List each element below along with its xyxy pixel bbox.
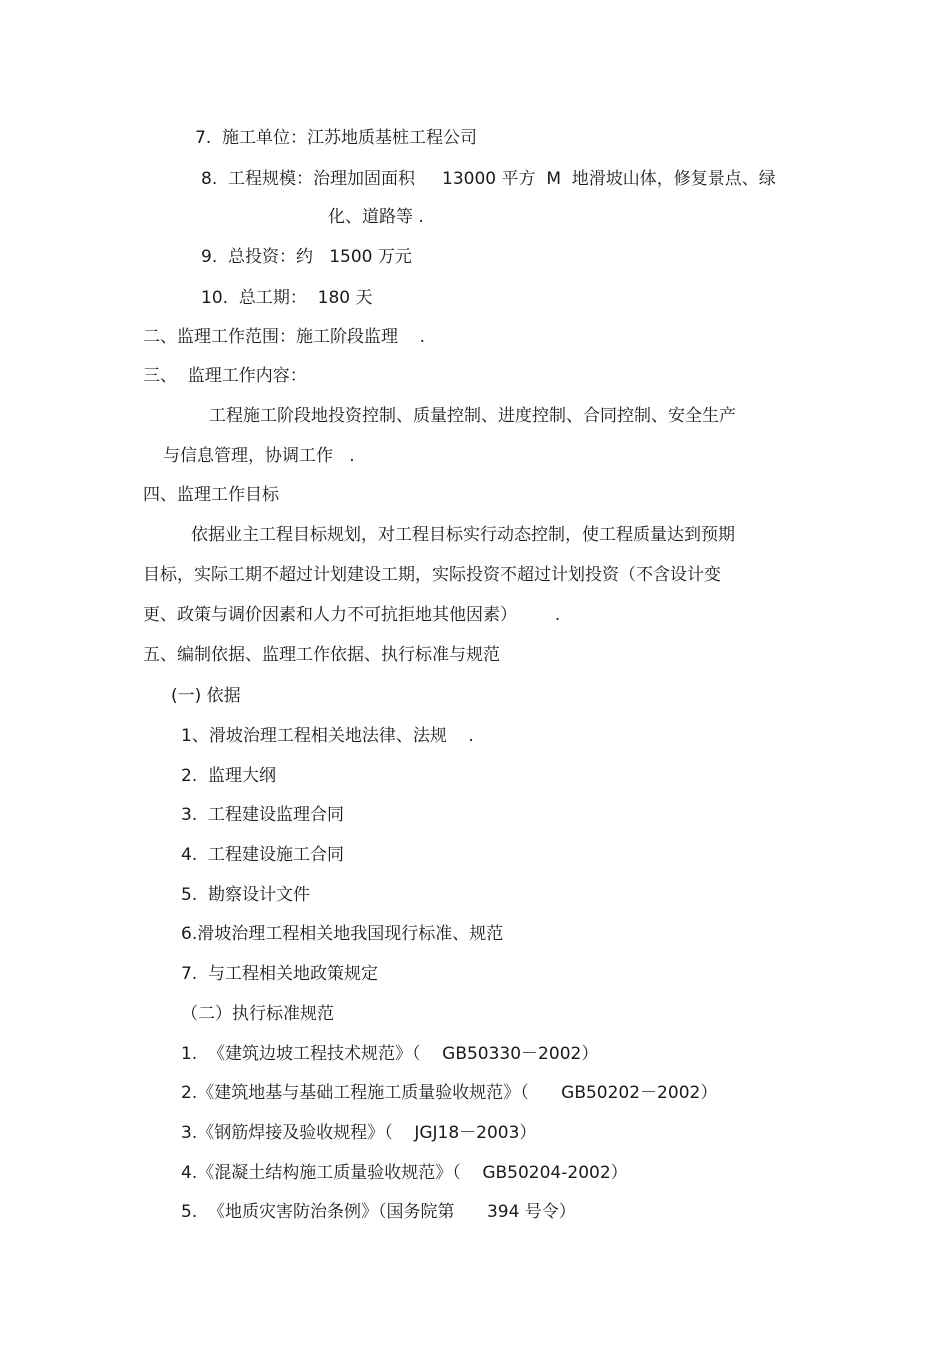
- basis-item-2: 2. 监理大纲: [181, 766, 277, 786]
- project-scale-line: 8. 工程规模：治理加固面积 13000 平方 M 地滑坡山体，修复景点、绿: [201, 169, 776, 189]
- subsection-standards-heading: （二）执行标准规范: [181, 1004, 334, 1024]
- basis-item-7: 7. 与工程相关地政策规定: [181, 964, 379, 984]
- section-3-paragraph-line-1: 工程施工阶段地投资控制、质量控制、进度控制、合同控制、安全生产: [209, 406, 736, 426]
- total-duration-line: 10. 总工期： 180 天: [201, 288, 373, 308]
- standard-item-4: 4.《混凝土结构施工质量验收规范》（ GB50204-2002）: [181, 1163, 628, 1183]
- standard-item-1: 1. 《建筑边坡工程技术规范》（ GB50330－2002）: [181, 1044, 599, 1064]
- section-4-paragraph-line-2: 目标，实际工期不超过计划建设工期，实际投资不超过计划投资（不含设计变: [143, 565, 721, 585]
- section-2-heading: 二、监理工作范围：施工阶段监理 .: [143, 327, 426, 347]
- section-5-heading: 五、编制依据、监理工作依据、执行标准与规范: [143, 645, 500, 665]
- basis-item-4: 4. 工程建设施工合同: [181, 845, 345, 865]
- project-contractor-line: 7. 施工单位：江苏地质基桩工程公司: [195, 128, 478, 148]
- basis-item-3: 3. 工程建设监理合同: [181, 805, 345, 825]
- basis-item-5: 5. 勘察设计文件: [181, 885, 311, 905]
- standard-item-2: 2.《建筑地基与基础工程施工质量验收规范》（ GB50202－2002）: [181, 1083, 718, 1103]
- section-4-heading: 四、监理工作目标: [143, 485, 279, 505]
- subsection-basis-heading: (一) 依据: [171, 686, 241, 706]
- basis-item-6: 6.滑坡治理工程相关地我国现行标准、规范: [181, 924, 504, 944]
- standard-item-5: 5. 《地质灾害防治条例》（国务院第 394 号令）: [181, 1202, 576, 1222]
- standard-item-3: 3.《钢筋焊接及验收规程》（ JGJ18－2003）: [181, 1123, 537, 1143]
- section-3-heading: 三、 监理工作内容：: [143, 366, 307, 386]
- basis-item-1: 1、滑坡治理工程相关地法律、法规 .: [181, 726, 474, 746]
- section-4-paragraph-line-1: 依据业主工程目标规划，对工程目标实行动态控制，使工程质量达到预期: [191, 525, 735, 545]
- project-scale-continued-line: 化、道路等 .: [328, 207, 424, 227]
- section-4-paragraph-line-3: 更、政策与调价因素和人力不可抗拒地其他因素） .: [143, 605, 561, 625]
- total-investment-line: 9. 总投资：约 1500 万元: [201, 247, 412, 267]
- section-3-paragraph-line-2: 与信息管理，协调工作 .: [163, 446, 355, 466]
